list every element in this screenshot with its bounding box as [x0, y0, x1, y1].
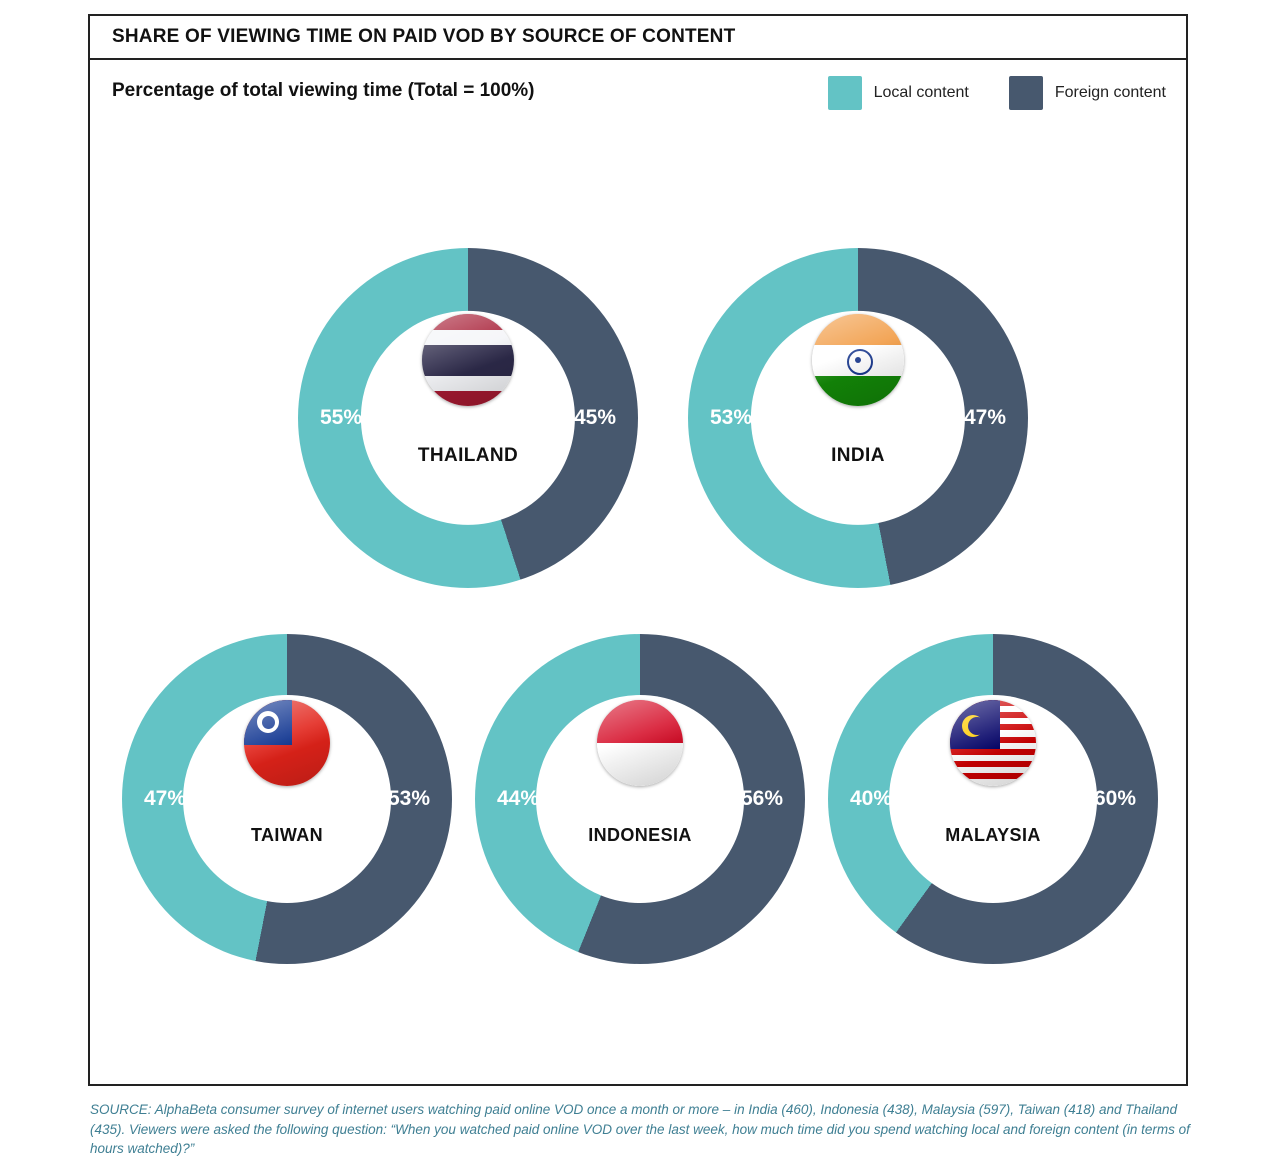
chart-frame [88, 14, 1188, 1086]
donut-chart-indonesia [475, 634, 805, 964]
country-label-thailand: THAILAND [417, 445, 519, 467]
page-title: SHARE OF VIEWING TIME ON PAID VOD BY SOURCE OF CONTENT [112, 26, 736, 47]
country-label-taiwan: TAIWAN [250, 825, 324, 846]
foreign-percent-malaysia: 60% [1093, 787, 1136, 810]
flag-taiwan-icon [244, 700, 330, 786]
legend-label-local: Local content [873, 84, 969, 101]
title-bar [90, 16, 1186, 60]
foreign-percent-indonesia: 56% [740, 787, 783, 810]
donut-chart-india [688, 248, 1028, 588]
country-label-malaysia: MALAYSIA [945, 825, 1041, 846]
donut-chart-malaysia [828, 634, 1158, 964]
country-label-india: INDIA [831, 445, 885, 467]
foreign-percent-taiwan: 53% [387, 787, 430, 810]
donut-charts-area [90, 122, 1186, 1062]
local-percent-indonesia: 44% [497, 787, 540, 810]
flag-indonesia-icon [597, 700, 683, 786]
subheader-row [90, 60, 1186, 122]
legend-swatch-local [828, 76, 862, 110]
legend-item-foreign [1009, 76, 1166, 110]
legend-swatch-foreign [1009, 76, 1043, 110]
flag-thailand-icon [422, 314, 514, 406]
donut-chart-taiwan [122, 634, 452, 964]
subtitle: Percentage of total viewing time (Total = 100%) [112, 80, 535, 101]
flag-india-icon [812, 314, 904, 406]
legend [828, 76, 1166, 110]
source-note: SOURCE: AlphaBeta consumer survey of internet users watching paid online VOD once a month or more – in India (460), Indonesia (438), Malaysia (597), Taiwan (418) and Thailand (435). Viewers were asked the following question: “When you watched paid online VOD over the last week, how much time did you spend watching local and foreign content (in terms of hours watched)?” [90, 1102, 1190, 1157]
flag-malaysia-icon [950, 700, 1036, 786]
legend-item-local [828, 76, 969, 110]
country-label-indonesia: INDONESIA [588, 825, 692, 846]
local-percent-malaysia: 40% [850, 787, 893, 810]
foreign-percent-india: 47% [963, 406, 1006, 429]
donut-chart-thailand [298, 248, 638, 588]
local-percent-thailand: 55% [320, 406, 363, 429]
local-percent-taiwan: 47% [144, 787, 187, 810]
foreign-percent-thailand: 45% [573, 406, 616, 429]
local-percent-india: 53% [710, 406, 753, 429]
legend-label-foreign: Foreign content [1054, 84, 1166, 101]
